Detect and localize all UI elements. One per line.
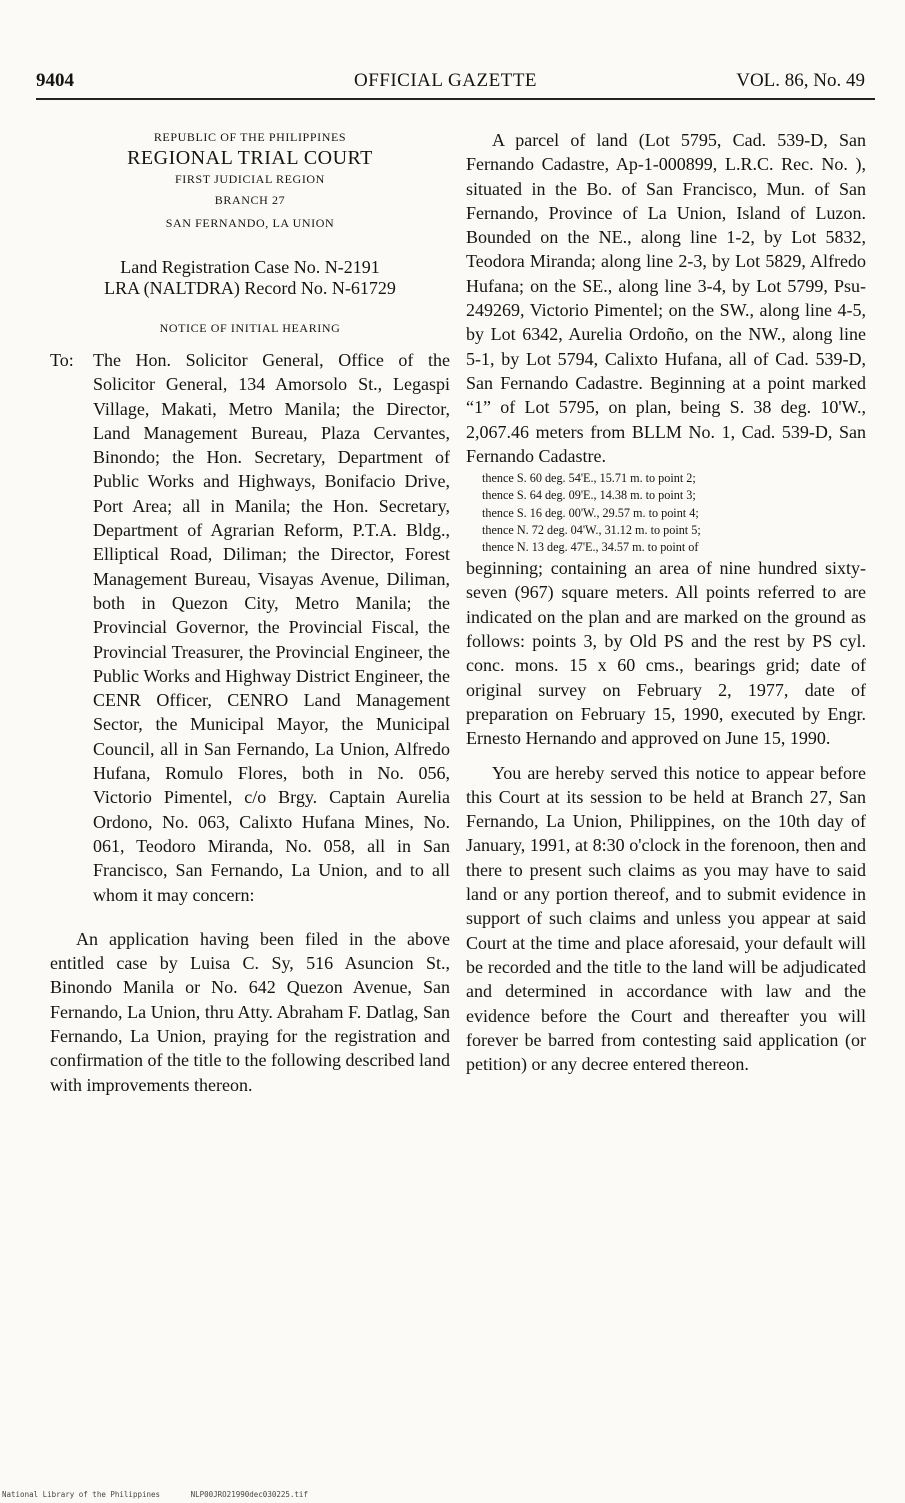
- notice-title: NOTICE OF INITIAL HEARING: [159, 321, 341, 335]
- addressee-block: [50, 348, 450, 907]
- scan-filename: NLP00JRO21990dec030225.tif: [190, 1490, 308, 1499]
- republic-heading: REPUBLIC OF THE PHILIPPINES: [153, 130, 347, 144]
- thence-line: thence N. 13 deg. 47'E., 34.57 m. to point of: [482, 539, 699, 554]
- library-credit: National Library of the Philippines: [2, 1490, 161, 1499]
- application-paragraph: An application having been filed in the above entitled case by Luisa C. Sy, 516 Asuncion St., Binondo Manila or No. 642 Quezon Avenue, San Fernando, La Union, thru Atty. Abraham F. Datlag, San Fernando, La Union, praying for the registration and confirmation of the title to the following described land with improvements thereon.: [50, 928, 450, 1095]
- record-number: LRA (NALTDRA) Record No. N-61729: [104, 278, 396, 298]
- header-rule: [36, 98, 875, 100]
- right-column: [466, 128, 866, 1076]
- page-header: [0, 0, 905, 100]
- to-label: To:: [50, 350, 74, 370]
- thence-line: thence S. 16 deg. 00'W., 29.57 m. to point 4;: [482, 505, 699, 520]
- addressee-list: The Hon. Solicitor General, Office of the Solicitor General, 134 Amorsolo St., Legaspi Village, Makati, Metro Manila; the Director, Land Management Bureau, Plaza Cervantes, Binondo; the Hon. Secretary, Department of Public Works and Highways, Bonifacio Drive, Port Area; all in Manila; the Hon. Secretary, Department of Agrarian Reform, P.T.A. Bldg., Elliptical Road, Diliman; the Director, Forest Management Bureau, Visayas Avenue, Diliman, both in Quezon City, Metro Manila; the Provincial Governor, the Provincial Fiscal, the Provincial Treasurer, the Provincial Engineer, the Public Works and Highway District Engineer, the CENR Officer, CENRO Land Management Sector, the Municipal Mayor, the Municipal Council, all in San Fernando, La Union, Alfredo Hufana, Romulo Flores, both in No. 056, Victorio Pimentel, c/o Brgy. Captain Aurelia Ordono, No. 063, Calixto Hufana Mines, No. 061, Teodoro Miranda, No. 058, all in San Francisco, San Fernando, La Union, and to all whom it may concern:: [93, 350, 450, 905]
- land-description-continued: beginning; containing an area of nine hundred sixty-seven (967) square meters. All points referred to are indicated on the plan and are marked on the ground as follows: points 3, by Old PS and the rest by PS cyl. conc. mons. 15 x 60 cms., bearings grid; date of original survey on February 2, 1977, date of preparation on February 15, 1990, executed by Engr. Ernesto Hernando and approved on June 15, 1990.: [466, 558, 866, 749]
- branch-heading: BRANCH 27: [214, 193, 286, 207]
- scan-footer: [2, 1490, 308, 1499]
- land-description: A parcel of land (Lot 5795, Cad. 539-D, San Fernando Cadastre, Ap-1-000899, L.R.C. Rec. No. ), situated in the Bo. of San Francisco, Mun. of San Fernando, Province of La Union, Island of Luzon. Bounded on the NE., along line 1-2, by Lot 5832, Teodora Miranda; along line 2-3, by Lot 5829, Alfredo Hufana; on the SE., along line 3-4, by Lot 5799, Psu-249269, Victorio Pimentel; on the SW., along line 4-5, by Lot 6342, Aurelia Ordoño, on the NW., along line 5-1, by Lot 5794, Calixto Hufana, all of Cad. 539-D, San Fernando Cadastre. Beginning at a point marked “1” of Lot 5795, on plan, being S. 38 deg. 10'W., 2,067.46 meters from BLLM No. 1, Cad. 539-D, San Fernando Cadastre.: [466, 130, 866, 466]
- region-heading: FIRST JUDICIAL REGION: [175, 172, 325, 186]
- thence-line: thence N. 72 deg. 04'W., 31.12 m. to point 5;: [482, 522, 701, 537]
- court-heading: REGIONAL TRIAL COURT: [127, 147, 373, 169]
- summons-paragraph: You are hereby served this notice to appear before this Court at its session to be held at Branch 27, San Fernando, La Union, Philippines, on the 10th day of January, 1991, at 8:30 o'clock in the forenoon, then and there to present such claims as you may have to said land or any portion thereof, and to submit evidence in support of such claims and unless you appear at said Court at the time and place aforesaid, your default will be recorded and the title to the land will be adjudicated and determined in accordance with law and the evidence before the Court and thereafter you will forever be barred from contesting said application (or petition) or any decree entered thereon.: [466, 762, 866, 1075]
- publication-title: OFFICIAL GAZETTE: [354, 70, 538, 91]
- page-number: 9404: [36, 70, 74, 91]
- technical-description: [466, 470, 866, 556]
- thence-line: thence S. 60 deg. 54'E., 15.71 m. to point 2;: [482, 471, 696, 486]
- thence-line: thence S. 64 deg. 09'E., 14.38 m. to point 3;: [482, 488, 696, 503]
- case-number: Land Registration Case No. N-2191: [120, 257, 380, 277]
- volume-number: VOL. 86, No. 49: [736, 70, 865, 91]
- location-heading: SAN FERNANDO, LA UNION: [165, 216, 335, 230]
- left-column: [50, 130, 450, 1097]
